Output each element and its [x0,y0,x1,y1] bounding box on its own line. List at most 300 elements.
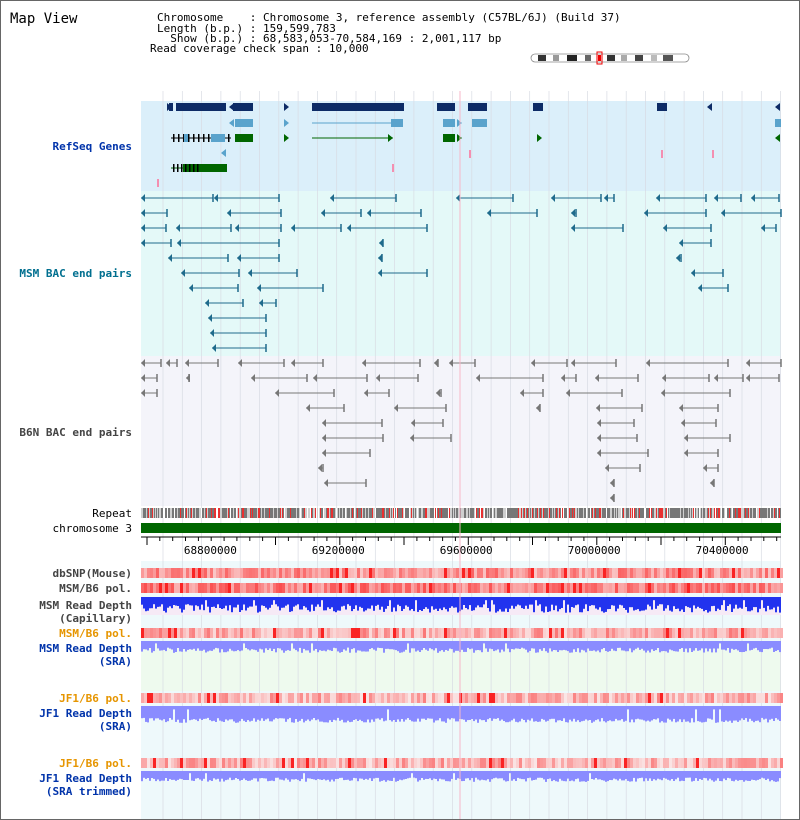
heatmap-cell [282,693,285,703]
depth-bar [649,771,651,778]
heatmap-cell [294,628,297,638]
heatmap-cell [546,693,549,703]
depth-bar [439,641,441,651]
depth-bar [239,641,241,651]
depth-bar [493,597,495,605]
heatmap-cell [672,583,675,593]
heatmap-cell [660,628,663,638]
depth-bar [189,706,191,720]
depth-bar [427,706,429,718]
heatmap-cell [597,693,600,703]
depth-bar [763,641,765,649]
depth-bar [751,597,753,610]
heatmap-cell [168,628,171,638]
repeat-segment [201,508,202,518]
heatmap-cell [528,758,531,768]
heatmap-cell [780,693,783,703]
repeat-segment [387,508,388,518]
depth-bar [301,706,303,719]
track-label-msm-pol[interactable]: MSM/B6 pol. [59,582,132,595]
heatmap-cell [465,628,468,638]
heatmap-cell [705,583,708,593]
depth-bar [219,771,221,782]
repeat-segment [660,508,661,518]
depth-bar [251,597,253,607]
depth-bar [525,641,527,650]
repeat-segment [268,508,269,518]
depth-bar [151,771,153,778]
repeat-segment [341,508,342,518]
depth-bar [617,771,619,781]
depth-bar [191,771,193,781]
depth-bar [313,771,315,779]
depth-bar [289,597,291,612]
heatmap-cell [267,758,270,768]
heatmap-cell [372,583,375,593]
repeat-segment [389,508,390,518]
heatmap-cell [213,568,216,578]
genome-tracks-canvas[interactable] [1,1,800,820]
depth-bar [649,641,651,653]
repeat-segment [158,508,159,518]
heatmap-cell [408,758,411,768]
heatmap-cell [450,628,453,638]
depth-bar [233,597,235,607]
repeat-segment [752,508,753,518]
depth-bar [215,641,217,648]
depth-bar [729,706,731,721]
heatmap-cell [228,693,231,703]
depth-bar [773,771,775,781]
refseq-track-bg [141,101,781,191]
repeat-segment [566,508,567,518]
heatmap-cell [486,693,489,703]
depth-bar [157,771,159,780]
heatmap-cell [294,568,297,578]
heatmap-cell [666,693,669,703]
depth-bar [577,771,579,779]
repeat-segment [240,508,241,518]
depth-bar [171,597,173,608]
depth-bar [617,597,619,609]
heatmap-cell [333,758,336,768]
heatmap-cell [636,583,639,593]
repeat-segment [161,508,162,518]
depth-bar [355,706,357,719]
depth-bar [757,597,759,612]
heatmap-cell [630,628,633,638]
depth-bar [637,597,639,609]
depth-bar [777,597,779,607]
heatmap-cell [681,693,684,703]
depth-bar [771,706,773,719]
heatmap-cell [195,568,198,578]
depth-bar [283,641,285,653]
depth-bar [561,641,563,650]
repeat-segment [287,508,288,518]
depth-bar [265,706,267,719]
repeat-segment [441,508,442,518]
repeat-segment [328,508,329,518]
heatmap-cell [219,568,222,578]
repeat-segment [765,508,766,518]
depth-bar [653,641,655,651]
repeat-segment [194,508,195,518]
heatmap-cell [414,628,417,638]
depth-bar [231,706,233,719]
depth-bar [757,771,759,780]
heatmap-cell [216,568,219,578]
depth-bar [183,641,185,649]
depth-bar [643,706,645,720]
depth-bar [519,597,521,605]
repeat-segment [426,508,427,518]
chromosome-ideogram[interactable] [531,52,689,64]
depth-bar [381,597,383,607]
heatmap-cell [255,583,258,593]
heatmap-cell [369,758,372,768]
depth-bar [747,641,749,643]
heatmap-cell [252,568,255,578]
heatmap-cell [456,628,459,638]
heatmap-cell [669,568,672,578]
depth-bar [705,597,707,610]
heatmap-cell [240,758,243,768]
heatmap-cell [627,693,630,703]
heatmap-cell [765,628,768,638]
depth-bar [261,641,263,649]
depth-bar [223,771,225,782]
depth-bar [437,706,439,720]
repeat-segment [776,508,777,518]
heatmap-cell [264,758,267,768]
repeat-segment [259,508,260,518]
depth-bar [449,641,451,649]
heatmap-cell [483,568,486,578]
heatmap-cell [606,568,609,578]
depth-bar [501,706,503,720]
depth-bar [215,597,217,608]
repeat-segment [582,508,583,518]
track-label-jf1-pol[interactable]: JF1/B6 pol. [59,692,132,705]
heatmap-cell [642,693,645,703]
track-label-jf1-pol-trimmed[interactable]: JF1/B6 pol. [59,757,132,770]
heatmap-cell [333,568,336,578]
heatmap-cell [264,628,267,638]
depth-bar [659,706,661,723]
repeat-segment [230,508,231,518]
repeat-segment [676,508,677,518]
depth-bar [203,706,205,719]
repeat-segment [599,508,600,518]
track-label-msm-pol-sra[interactable]: MSM/B6 pol. [59,627,132,640]
heatmap-cell [183,568,186,578]
depth-bar [555,771,557,781]
heatmap-cell [666,628,669,638]
heatmap-cell [696,693,699,703]
depth-bar [703,706,705,722]
heatmap-cell [312,693,315,703]
depth-bar [247,597,249,608]
repeat-segment [736,508,737,518]
heatmap-cell [645,568,648,578]
heatmap-cell [768,583,771,593]
heatmap-cell [378,568,381,578]
depth-bar [177,706,179,720]
depth-bar [549,706,551,719]
heatmap-cell [687,693,690,703]
repeat-segment [263,508,264,518]
repeat-segment [573,508,574,518]
heatmap-cell [672,628,675,638]
repeat-track[interactable] [141,508,781,518]
depth-bar [501,771,503,778]
heatmap-cell [528,568,531,578]
heatmap-cell [504,628,507,638]
repeat-segment [715,508,716,518]
repeat-segment [545,508,546,518]
depth-bar [217,641,219,648]
heatmap-cell [492,758,495,768]
depth-bar [241,706,243,719]
track-label-msm-bac[interactable]: MSM BAC end pairs [19,267,132,280]
depth-bar [335,597,337,612]
repeat-segment [635,508,636,518]
track-label-dbsnp[interactable]: dbSNP(Mouse) [52,567,132,580]
heatmap-cell [240,583,243,593]
heatmap-cell [603,628,606,638]
depth-bar [483,641,485,643]
heatmap-cell [450,568,453,578]
heatmap-cell [348,628,351,638]
heatmap-cell [603,758,606,768]
repeat-segment [658,508,659,518]
depth-bar [555,597,557,606]
depth-bar [403,706,405,722]
heatmap-cell [684,628,687,638]
depth-bar [595,597,597,609]
heatmap-cell [615,628,618,638]
heatmap-cell [576,758,579,768]
depth-bar [301,771,303,779]
repeat-segment [399,508,400,518]
depth-bar [661,641,663,651]
depth-bar [577,706,579,720]
depth-bar [299,597,301,610]
depth-bar [201,597,203,605]
heatmap-cell [570,583,573,593]
depth-bar [505,597,507,609]
heatmap-cell [384,568,387,578]
depth-bar [603,706,605,721]
repeat-segment [285,508,286,518]
repeat-segment [410,508,411,518]
repeat-segment [694,508,695,518]
heatmap-cell [216,758,219,768]
heatmap-cell [219,693,222,703]
depth-bar [559,771,561,779]
heatmap-cell [264,693,267,703]
heatmap-cell [237,693,240,703]
heatmap-cell [549,758,552,768]
heatmap-cell [462,628,465,638]
heatmap-cell [684,693,687,703]
depth-bar [769,706,771,720]
heatmap-cell [720,693,723,703]
depth-bar [211,597,213,607]
repeat-segment [677,508,678,518]
heatmap-cell [240,693,243,703]
heatmap-cell [519,628,522,638]
repeat-segment [716,508,717,518]
depth-bar [417,597,419,612]
heatmap-cell [279,568,282,578]
heatmap-cell [597,583,600,593]
heatmap-cell [498,583,501,593]
heatmap-cell [576,693,579,703]
heatmap-cell [729,758,732,768]
depth-bar [689,597,691,608]
heatmap-cell [780,628,783,638]
heatmap-cell [273,758,276,768]
depth-bar [293,641,295,649]
heatmap-cell [627,568,630,578]
depth-bar [679,597,681,611]
heatmap-cell [726,693,729,703]
repeat-segment [152,508,153,518]
repeat-segment [522,508,523,518]
heatmap-cell [327,693,330,703]
depth-bar [451,597,453,606]
repeat-segment [768,508,769,518]
depth-bar [377,641,379,648]
repeat-segment [556,508,557,518]
repeat-segment [735,508,736,518]
repeat-segment [688,508,689,518]
heatmap-cell [336,568,339,578]
heatmap-cell [363,628,366,638]
depth-bar [387,706,389,709]
heatmap-cell [408,568,411,578]
heatmap-cell [702,568,705,578]
repeat-segment [679,508,680,518]
heatmap-cell [681,568,684,578]
heatmap-cell [678,583,681,593]
depth-bar [571,771,573,781]
depth-bar [669,641,671,650]
track-label-refseq-genes[interactable]: RefSeq Genes [52,140,132,153]
depth-bar [693,771,695,781]
repeat-segment [315,508,316,518]
depth-bar [163,597,165,611]
depth-bar [525,771,527,781]
heatmap-cell [465,758,468,768]
repeat-segment [576,508,577,518]
heatmap-cell [717,568,720,578]
depth-bar [687,706,689,721]
heatmap-cell [744,628,747,638]
depth-bar [513,597,515,609]
repeat-segment [374,508,375,518]
depth-bar [545,597,547,607]
repeat-segment [391,508,392,518]
heatmap-cell [417,628,420,638]
heatmap-cell [219,758,222,768]
heatmap-cell [324,568,327,578]
depth-bar [739,706,741,720]
repeat-segment [495,508,496,518]
repeat-segment [685,508,686,518]
track-label-b6n-bac[interactable]: B6N BAC end pairs [19,426,132,439]
repeat-segment [512,508,513,518]
heatmap-cell [297,583,300,593]
depth-bar [511,641,513,649]
heatmap-cell [144,568,147,578]
heatmap-cell [726,758,729,768]
heatmap-cell [738,628,741,638]
repeat-segment [727,508,728,518]
repeat-segment [196,508,197,518]
depth-bar [649,706,651,722]
repeat-segment [750,508,751,518]
heatmap-cell [237,583,240,593]
depth-bar [415,597,417,600]
depth-bar [249,771,251,781]
depth-bar [187,641,189,650]
repeat-segment [480,508,481,518]
heatmap-cell [537,628,540,638]
depth-bar [669,706,671,720]
depth-bar [625,641,627,651]
heatmap-cell [426,583,429,593]
gene-exon [211,134,225,142]
depth-bar [359,641,361,651]
depth-bar [701,706,703,723]
heatmap-cell [720,628,723,638]
heatmap-cell [624,583,627,593]
depth-bar [195,597,197,605]
depth-bar [309,597,311,612]
heatmap-cell [270,758,273,768]
depth-bar [229,597,231,605]
depth-bar [375,706,377,719]
depth-bar [663,771,665,778]
depth-bar [471,597,473,611]
depth-bar [443,706,445,722]
heatmap-cell [339,693,342,703]
depth-bar [179,706,181,723]
depth-bar [397,706,399,719]
heatmap-cell [396,628,399,638]
depth-bar [777,706,779,720]
repeat-segment [171,508,172,518]
depth-bar [145,641,147,649]
heatmap-cell [753,583,756,593]
depth-bar [299,641,301,648]
heatmap-cell [159,628,162,638]
heatmap-cell [672,758,675,768]
depth-bar [651,706,653,720]
depth-bar [397,771,399,781]
heatmap-cell [177,693,180,703]
depth-bar [295,597,297,606]
depth-bar [323,706,325,722]
heatmap-cell [486,583,489,593]
depth-bar [143,771,145,778]
heatmap-cell [348,693,351,703]
header-chromosome-line: Chromosome : Chromosome 3, reference assembly (C57BL/6J) (Build 37) [157,11,621,24]
repeat-segment [699,508,700,518]
